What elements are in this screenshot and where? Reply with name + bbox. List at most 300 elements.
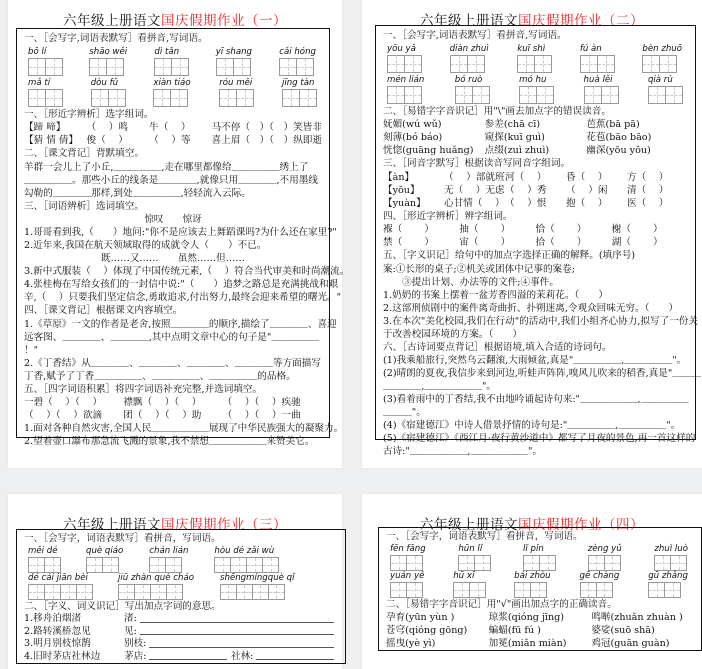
- writing-grid: [28, 584, 92, 600]
- question-line: ＿＿＿"。: [383, 407, 426, 418]
- row-item: （ ）恨: [505, 197, 547, 209]
- pinyin-label: qià rù: [647, 74, 673, 85]
- pinyin-group: [642, 43, 682, 73]
- row-item: 【蹄 啼】: [24, 122, 66, 133]
- writing-cell[interactable]: [580, 582, 597, 598]
- pinyin-label: cǎi hóng: [279, 46, 316, 57]
- pinyin-label: dì tǎn: [154, 46, 180, 57]
- writing-cell[interactable]: [517, 55, 535, 73]
- term-label: 社林:: [231, 650, 254, 662]
- pinyin-label: bō lí: [28, 46, 47, 57]
- row-item: 俊（ ）: [86, 135, 128, 146]
- writing-cell[interactable]: [28, 58, 46, 76]
- pinyin-row: [24, 546, 338, 573]
- writing-cell[interactable]: [170, 89, 188, 107]
- pinyin-label: gē chàng: [579, 570, 620, 581]
- definition-phrase: 1.移舟泊烟渚: [24, 613, 82, 624]
- item-row: [24, 134, 322, 147]
- item-row: [386, 611, 694, 624]
- pinyin-group: [220, 573, 295, 600]
- question-line: 2.望着壶口瀑布那急流飞溅的景象,我不禁想＿＿＿＿＿＿来赞美它。: [24, 436, 315, 447]
- writing-cell[interactable]: [214, 557, 231, 573]
- writing-cell[interactable]: [282, 89, 300, 107]
- pinyin-label: bó ruò: [454, 74, 483, 85]
- writing-cell[interactable]: [654, 555, 671, 571]
- worksheet-box: [375, 25, 702, 457]
- pinyin-group: [214, 546, 278, 573]
- item-row: [383, 131, 688, 144]
- row-item: 蝙蝠(fū fú ): [488, 625, 541, 636]
- definition-term: [124, 613, 338, 626]
- pinyin-group: [91, 77, 125, 107]
- row-item: 心甘情（ ）: [444, 197, 505, 209]
- row-item: （ ）（ ）一曲: [222, 410, 301, 421]
- question-line: (2)晴朗的夏夜,我信步来到河边,听蛙声阵阵,嗅风儿吹来的稻香,真是"＿＿＿: [383, 368, 702, 379]
- writing-cell[interactable]: [45, 89, 63, 107]
- row-item: 襟飘（ ）（ ）: [123, 397, 202, 408]
- writing-cell[interactable]: [539, 555, 556, 571]
- question-line: 案:①长形的桌子;②机关或团体中记事的案卷;: [383, 263, 575, 275]
- writing-cell[interactable]: [387, 86, 405, 104]
- definition-term: [124, 626, 338, 639]
- question-line: ＿＿＿＿,＿＿＿＿＿＿"。: [383, 381, 496, 392]
- answer-line[interactable]: [140, 613, 334, 623]
- writing-grid: [154, 58, 188, 76]
- writing-cell[interactable]: [665, 86, 683, 104]
- section-heading: 四、［课文背记］根据课文内容填空。: [24, 305, 183, 316]
- term-label: 别枝:: [124, 638, 147, 649]
- pinyin-group: [648, 74, 682, 104]
- pinyin-label: hūn lǐ: [458, 543, 483, 554]
- writing-cell[interactable]: [453, 582, 470, 598]
- item-row: [24, 121, 322, 134]
- pinyin-label: dé cái jiān bèi: [28, 572, 88, 583]
- question-line: 3.新中式服装（ ）体现了中国传统元素,（ ）符合当代审美和时尚潮流。: [24, 266, 350, 277]
- definition-term: [124, 651, 231, 664]
- writing-grid: [220, 584, 284, 600]
- writing-cell[interactable]: [165, 557, 182, 573]
- writing-cell[interactable]: [467, 55, 485, 73]
- pinyin-group: [390, 544, 426, 571]
- writing-cell[interactable]: [102, 557, 119, 573]
- pinyin-label: kuī shì: [517, 43, 546, 54]
- definition-row: [24, 626, 338, 639]
- row-item: 拾（ ）: [535, 237, 587, 248]
- writing-cell[interactable]: [262, 557, 279, 573]
- question-line: 4.张桂梅在写给女孩们的一封信中说:"（ ）追梦之路总是充满挑战和艰: [24, 279, 339, 290]
- pinyin-group: [580, 571, 620, 598]
- writing-cell[interactable]: [404, 86, 422, 104]
- row-item: 抽（ ）: [459, 224, 511, 235]
- pinyin-row: [386, 571, 694, 598]
- item-row: [24, 396, 322, 409]
- row-item: 喜上眉（ ）（ ）纵即逝: [211, 135, 322, 146]
- worksheet-page-2: [362, 0, 702, 468]
- section-heading: 一、［会写字，词语表默写］看拼音，写词语。: [386, 531, 583, 542]
- row-item: 河（ ）: [505, 171, 547, 183]
- pinyin-label: fēn fāng: [390, 543, 426, 554]
- pinyin-group: [580, 43, 614, 73]
- section-heading: 五、［字义识记］给句中的加点字选择正确的解释。(填序号): [383, 250, 636, 261]
- question-line: 1.奶奶的书案上摆着一盆芳香四溢的茉莉花。（ ）: [383, 289, 609, 301]
- writing-cell[interactable]: [45, 58, 63, 76]
- item-row: [383, 223, 688, 236]
- writing-cell[interactable]: [91, 89, 109, 107]
- answer-line[interactable]: [149, 638, 334, 648]
- answer-line[interactable]: [149, 651, 227, 661]
- row-item: 恍惚(guāng huǎng): [383, 145, 474, 156]
- pinyin-group: [153, 77, 190, 107]
- writing-cell[interactable]: [106, 58, 124, 76]
- writing-cell[interactable]: [534, 55, 552, 73]
- row-item: 禁（ ）: [383, 237, 435, 248]
- item-row: [383, 197, 688, 210]
- pinyin-group: [517, 43, 551, 73]
- item-row: [383, 171, 688, 184]
- writing-grid: [517, 55, 551, 73]
- row-item: 刻薄(bó báo): [383, 132, 443, 143]
- writing-cell[interactable]: [387, 55, 405, 73]
- writing-cell[interactable]: [404, 55, 422, 73]
- pinyin-group: [387, 43, 421, 73]
- writing-cell[interactable]: [108, 89, 126, 107]
- writing-cell[interactable]: [580, 55, 598, 73]
- pinyin-row: [383, 74, 688, 104]
- row-item: 抱（ ）: [566, 197, 608, 209]
- row-item: 【yuàn】: [383, 197, 426, 209]
- row-item: 窥探(kuī guì): [484, 132, 545, 143]
- writing-grid: [153, 89, 187, 107]
- writing-cell[interactable]: [670, 555, 687, 571]
- writing-cell[interactable]: [153, 89, 171, 107]
- pinyin-group: [282, 77, 316, 107]
- pinyin-group: [118, 573, 194, 600]
- pinyin-group: [28, 46, 62, 76]
- pinyin-label: yuán yě: [390, 570, 425, 581]
- writing-grid: [514, 582, 546, 598]
- writing-grid: [91, 89, 125, 107]
- writing-cell[interactable]: [601, 86, 619, 104]
- writing-cell[interactable]: [44, 557, 61, 573]
- pinyin-group: [28, 77, 62, 107]
- row-item: 幽深(yōu yōu): [586, 145, 651, 156]
- worksheet-page-3: [8, 494, 342, 669]
- pinyin-label: bèn zhuō: [642, 43, 682, 54]
- worksheet-box: [378, 527, 702, 651]
- row-item: 加冕(miǎn miàn): [488, 638, 567, 649]
- writing-grid: [216, 58, 250, 76]
- section-heading: 三、［同音字默写］根据读音写同音字组词。: [383, 158, 571, 169]
- pinyin-label: róu měi: [219, 77, 253, 88]
- writing-cell[interactable]: [236, 89, 254, 107]
- writing-grid: [455, 86, 489, 104]
- word-choices: 既……又…… 虽然……但……: [101, 253, 245, 264]
- question-line: 勾勒的＿＿＿＿那样,到处＿＿＿＿＿,轻轻流入云际。: [24, 187, 251, 199]
- pinyin-group: [458, 544, 490, 571]
- writing-cell[interactable]: [664, 582, 681, 598]
- row-item: 琼浆(qióng jīng): [488, 612, 565, 623]
- writing-cell[interactable]: [406, 582, 423, 598]
- term-label: 茅店:: [124, 650, 147, 662]
- pinyin-group: [514, 571, 551, 598]
- pinyin-label: dòu fǔ: [90, 77, 119, 88]
- row-item: 清（ ）: [627, 184, 669, 196]
- title-homework: 国庆假期作业（四）: [518, 517, 644, 533]
- title-subject: 六年级上册语文: [63, 517, 161, 533]
- row-item: 孕育(yūn yùn ): [386, 612, 455, 623]
- worksheet-page-1: [8, 0, 350, 468]
- writing-grid: [279, 58, 313, 76]
- pinyin-label: zhuì luò: [654, 543, 688, 554]
- pinyin-group: [455, 74, 489, 104]
- writing-grid: [387, 86, 421, 104]
- writing-cell[interactable]: [390, 582, 407, 598]
- section-heading: 三、［词语辨析］选词填空。: [24, 200, 144, 212]
- pinyin-group: [648, 571, 688, 598]
- writing-grid: [28, 58, 62, 76]
- row-item: 无（ ）无虑: [444, 184, 505, 196]
- row-item: 褓（ ）: [383, 224, 435, 235]
- writing-cell[interactable]: [406, 555, 423, 571]
- row-item: （ ）部就班: [444, 171, 505, 183]
- writing-cell[interactable]: [279, 58, 297, 76]
- writing-cell[interactable]: [76, 584, 93, 600]
- pinyin-label: mó hu: [519, 74, 547, 85]
- writing-cell[interactable]: [659, 55, 677, 73]
- writing-grid: [214, 557, 278, 573]
- pinyin-label: shāo wěi: [89, 46, 128, 57]
- row-item: （ ）（ ）疾驰: [222, 397, 301, 408]
- row-item: （ ）（ ）欲滴: [24, 410, 103, 421]
- worksheet-box: [16, 28, 350, 447]
- writing-grid: [219, 89, 253, 107]
- writing-cell[interactable]: [584, 86, 602, 104]
- writing-cell[interactable]: [134, 584, 151, 600]
- row-item: 【àn】: [383, 171, 415, 183]
- writing-cell[interactable]: [233, 58, 251, 76]
- row-item: 芭蕉(bā pā): [586, 119, 640, 130]
- writing-cell[interactable]: [530, 582, 547, 598]
- pinyin-group: [654, 544, 688, 571]
- row-item: 湖（ ）: [611, 237, 663, 248]
- pinyin-label: chán lián: [149, 545, 189, 556]
- definition-phrase: 4.旧时茅店社林边: [24, 650, 101, 662]
- pinyin-group: [519, 74, 553, 104]
- question-line: 丁香,赋予了丁香＿＿＿＿＿、＿＿＿＿＿、＿＿＿＿＿的品格。: [24, 370, 296, 382]
- pinyin-label: jiū zhàn què cháo: [118, 572, 194, 583]
- question-line: ＿＿＿＿＿。那些小丘的线条是＿＿＿＿,就像只用＿＿＿＿,不用墨线: [24, 174, 318, 186]
- writing-cell[interactable]: [150, 584, 167, 600]
- writing-grid: [642, 55, 676, 73]
- writing-cell[interactable]: [44, 584, 61, 600]
- pinyin-group: [279, 46, 316, 76]
- section-heading: 二、［字义、词义识记］写出加点字词的意思。: [24, 600, 221, 612]
- row-item: 鸣啭(zhuǎn zhuàn ): [591, 612, 683, 623]
- writing-cell[interactable]: [268, 584, 285, 600]
- title-homework: 国庆假期作业（一）: [161, 13, 287, 29]
- section-heading: 五、［四字词语积累］将四字词语补充完整,并选词填空。: [24, 383, 263, 395]
- writing-grid: [86, 557, 118, 573]
- pinyin-group: [219, 77, 253, 107]
- pinyin-group: [89, 46, 127, 76]
- row-item: 婆娑(suō shā): [591, 625, 655, 636]
- pinyin-label: fú àn: [579, 43, 602, 54]
- question-line: 辛,（ ）只要我们坚定信念,勇敢追求,付出努力,最终会迎来希望的曙光。": [24, 292, 342, 303]
- writing-cell[interactable]: [588, 555, 605, 571]
- question-line: (3)看着雨中的丁香结,我不由地吟诵起诗句来:"＿＿＿＿＿＿,＿＿＿＿＿: [383, 394, 689, 405]
- writing-cell[interactable]: [28, 89, 46, 107]
- row-item: 昏（ ）: [566, 171, 608, 183]
- worksheet-box: [16, 529, 346, 664]
- row-item: 摇曳(yè yì): [386, 638, 436, 649]
- writing-cell[interactable]: [236, 584, 253, 600]
- writing-grid: [654, 555, 686, 571]
- writing-cell[interactable]: [299, 89, 317, 107]
- pinyin-label: yōu yǎ: [387, 43, 416, 54]
- row-item: 马不停（ ）（ ）笑皆非: [211, 122, 322, 133]
- pinyin-group: [588, 544, 622, 571]
- question-line: 羊群一会儿上了小丘,＿＿＿＿＿,走在哪里都像给＿＿＿＿＿绣上了: [24, 161, 309, 173]
- question-line: 2.这部刑侦剧中的案件离奇曲折、扑朔迷离,令观众回味无穷。（ ）: [383, 302, 679, 314]
- pinyin-label: měi dé: [28, 545, 58, 556]
- writing-cell[interactable]: [390, 555, 407, 571]
- row-item: 恰（ ）: [535, 224, 587, 235]
- writing-cell[interactable]: [472, 86, 490, 104]
- writing-cell[interactable]: [469, 582, 486, 598]
- row-item: （ ）秀: [505, 184, 547, 196]
- writing-grid: [390, 582, 422, 598]
- row-item: （ ）鸣: [86, 122, 128, 133]
- writing-cell[interactable]: [89, 58, 107, 76]
- worksheet-page-4: [362, 494, 702, 669]
- definition-phrase: 2.路转溪桥忽见: [24, 625, 91, 637]
- pinyin-row: [383, 43, 688, 73]
- writing-cell[interactable]: [514, 582, 531, 598]
- writing-cell[interactable]: [166, 584, 183, 600]
- writing-cell[interactable]: [216, 58, 234, 76]
- row-item: 牛（ ）: [149, 122, 191, 133]
- answer-line[interactable]: [256, 651, 334, 661]
- writing-cell[interactable]: [597, 55, 615, 73]
- writing-cell[interactable]: [171, 58, 189, 76]
- writing-grid: [523, 555, 555, 571]
- writing-cell[interactable]: [455, 86, 473, 104]
- writing-cell[interactable]: [149, 557, 166, 573]
- pinyin-label: yī shang: [215, 46, 252, 57]
- question-line: 古诗:"＿＿＿＿＿＿,＿＿＿＿＿＿"。: [383, 446, 543, 457]
- row-item: 花苞(bāo bāo): [586, 132, 652, 143]
- definition-term: [124, 638, 338, 651]
- definition-row: [24, 651, 338, 664]
- writing-grid: [648, 86, 682, 104]
- pinyin-group: [523, 544, 555, 571]
- section-heading: 二、［易错字字音识记］用"√"画出加点字的正确读音。: [386, 598, 617, 610]
- pinyin-label: mén lián: [387, 74, 425, 85]
- writing-cell[interactable]: [28, 557, 45, 573]
- question-line: ！": [24, 344, 39, 356]
- writing-cell[interactable]: [154, 58, 172, 76]
- writing-cell[interactable]: [604, 555, 621, 571]
- term-label: 渚:: [124, 613, 137, 624]
- writing-cell[interactable]: [642, 55, 660, 73]
- writing-cell[interactable]: [450, 55, 468, 73]
- title-homework: 国庆假期作业（二）: [518, 13, 644, 29]
- pinyin-label: hū xī: [453, 570, 475, 581]
- row-item: 妩媚(wú wǔ): [383, 119, 442, 130]
- pinyin-label: shēngmíngquè qǐ: [219, 572, 295, 583]
- pinyin-row: [24, 46, 322, 76]
- section-heading: 六、［古诗词要点背记］根据语境,填入合适的诗词句。: [383, 341, 612, 353]
- writing-cell[interactable]: [519, 86, 537, 104]
- writing-cell[interactable]: [246, 557, 263, 573]
- writing-grid: [580, 582, 612, 598]
- definition-row: [24, 638, 338, 651]
- writing-cell[interactable]: [596, 582, 613, 598]
- section-heading: 一、［会写字，词语表默写］看拼音，写词语。: [24, 533, 221, 544]
- section-heading: 一、［形近字辨析］选字组词。: [24, 108, 154, 120]
- pinyin-label: diàn zhuì: [449, 43, 489, 54]
- row-item: （ ）等: [149, 135, 191, 146]
- question-line: 1.哥哥看到我,（ ）地问:"你不是应该去上舞蹈课吗?为什么还在家里?": [24, 227, 337, 238]
- section-heading: 二、［课文背记］背默填空。: [24, 148, 144, 159]
- question-line: 2.近年来,我国在航天领域取得的成就令人（ ）不已。: [24, 240, 267, 251]
- writing-cell[interactable]: [458, 555, 475, 571]
- writing-cell[interactable]: [536, 86, 554, 104]
- writing-cell[interactable]: [60, 584, 77, 600]
- item-row: [386, 624, 694, 637]
- writing-grid: [28, 557, 60, 573]
- answer-line[interactable]: [140, 626, 334, 636]
- row-item: 宙（ ）: [459, 237, 511, 248]
- pinyin-group: [149, 546, 188, 573]
- writing-cell[interactable]: [118, 584, 135, 600]
- writing-cell[interactable]: [296, 58, 314, 76]
- writing-grid: [390, 555, 422, 571]
- pinyin-label: gū zhǎng: [648, 570, 688, 581]
- writing-cell[interactable]: [474, 555, 491, 571]
- row-item: 榭（ ）: [611, 224, 663, 235]
- question-line: 3.在本次"美化校园,我们在行动"的活动中,我们小组齐心协力,拟写了一份关: [383, 315, 698, 327]
- writing-cell[interactable]: [28, 584, 45, 600]
- pinyin-label: mǎ tí: [28, 77, 51, 88]
- writing-grid: [118, 584, 182, 600]
- row-item: 团（ ）（ ）助: [123, 410, 202, 421]
- writing-grid: [458, 555, 490, 571]
- item-row: [383, 184, 688, 197]
- writing-cell[interactable]: [230, 557, 247, 573]
- writing-cell[interactable]: [220, 584, 237, 600]
- writing-cell[interactable]: [219, 89, 237, 107]
- title-subject: 六年级上册语文: [420, 13, 518, 29]
- pinyin-label: huà lěi: [583, 74, 613, 85]
- pinyin-row: [24, 77, 322, 107]
- pinyin-group: [86, 546, 123, 573]
- writing-cell[interactable]: [648, 86, 666, 104]
- pinyin-group: [390, 571, 424, 598]
- item-row: [383, 236, 688, 249]
- writing-cell[interactable]: [252, 584, 269, 600]
- writing-cell[interactable]: [648, 582, 665, 598]
- question-line: 于改善校园环境的方案。（ ）: [383, 328, 523, 340]
- question-line: (4)《宿建德江》中诗人借景抒情的诗句是:"＿＿＿＿＿,＿＿＿＿＿"。: [383, 420, 681, 431]
- pinyin-label: lǐ pǐn: [523, 543, 544, 554]
- row-item: 方（ ）: [627, 171, 669, 183]
- writing-cell[interactable]: [86, 557, 103, 573]
- row-item: 点缀(zuì zhuì): [484, 145, 550, 156]
- section-heading: 一、［会写字,词语表默写］看拼音,写词语。: [383, 30, 567, 41]
- writing-cell[interactable]: [523, 555, 540, 571]
- row-item: 苍穹(qióng gōng): [386, 625, 468, 636]
